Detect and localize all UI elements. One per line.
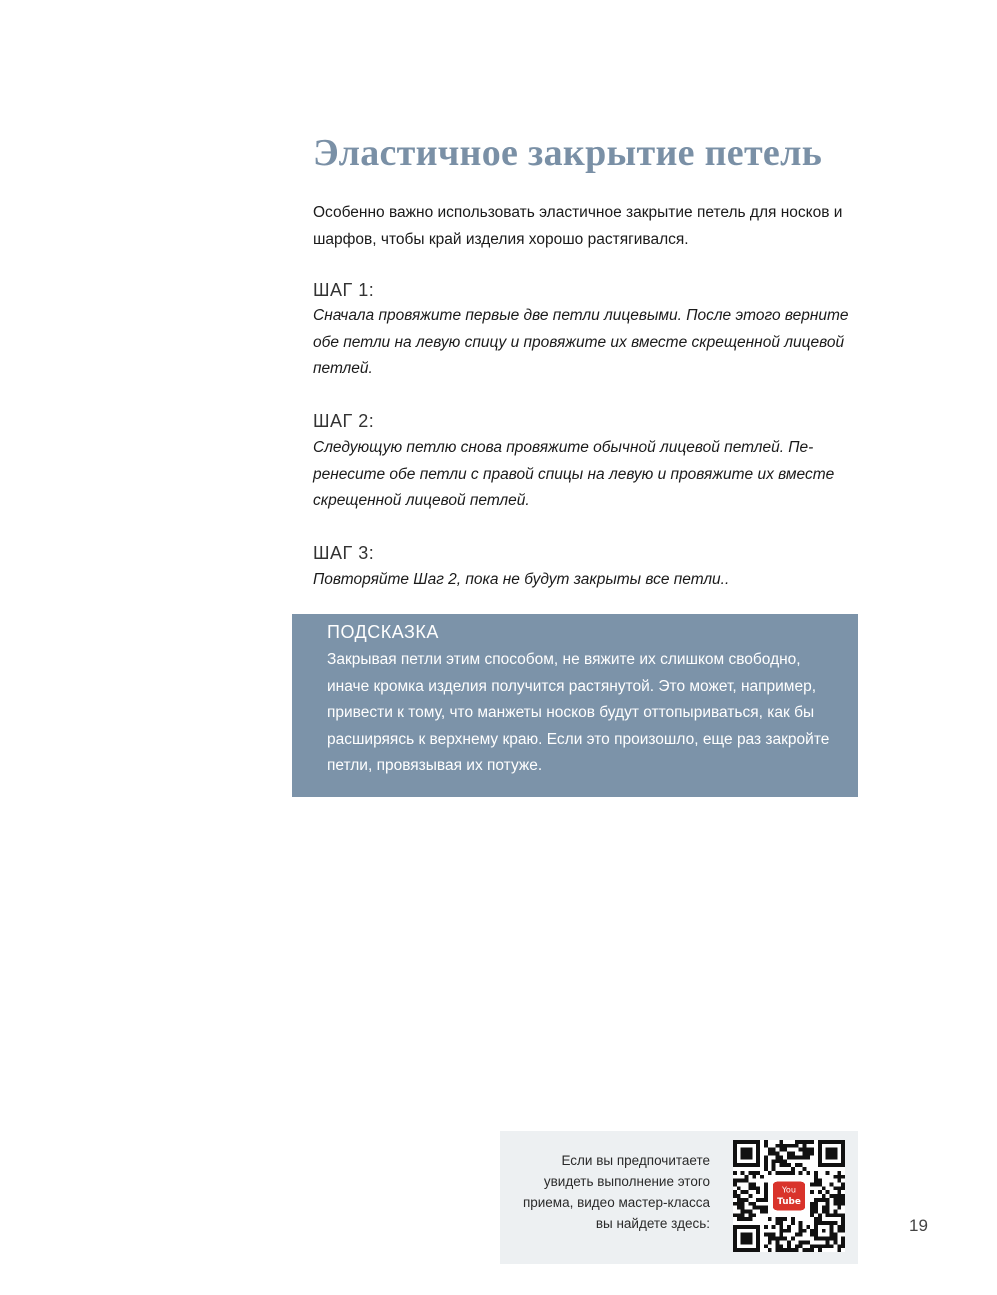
hint-box bbox=[292, 614, 858, 797]
hint-text: Закрывая петли этим способом, не вяжите их слишком свободно, иначе кромка изделия получится растянутой. Это может, например, привести к тому, что манжеты носков будут оттопыриваться, как бы расширяясь к верхнему краю. Если это произошло, еще раз закройте петли, провязывая их потуже. bbox=[327, 651, 830, 774]
step-1-label: ШАГ 1: bbox=[313, 280, 375, 300]
qr-code-image bbox=[733, 1140, 845, 1252]
svg-text:Tube: Tube bbox=[777, 1197, 801, 1208]
step-3-text: Повторяйте Шаг 2, пока не будут закрыты все петли.. bbox=[313, 571, 730, 588]
step-3-label: ШАГ 3: bbox=[313, 543, 375, 563]
step-1-text: Сначала провяжите первые две петли лицевыми. После этого верните обе петли на левую спицу и провяжите их вместе скрещенной лицевой петлей. bbox=[313, 307, 849, 377]
page-number: 19 bbox=[909, 1216, 928, 1235]
video-box bbox=[500, 1131, 858, 1264]
intro-paragraph: Особенно важно использовать эластичное закрытие петель для носков и шарфов, чтобы край изделия хорошо растягивался. bbox=[313, 204, 843, 248]
video-caption: Если вы предпочитаете увидеть выполнение этого приема, видео мастер-класса вы найдете здесь: bbox=[522, 1153, 710, 1231]
hint-title: ПОДСКАЗКА bbox=[327, 622, 439, 642]
svg-text:You: You bbox=[782, 1184, 796, 1195]
step-2-text: Следующую петлю снова провяжите обычной лицевой петлей. Перенесите обе петли с правой спицы на левую и провяжите их вместе скрещенной лицевой петлей. bbox=[313, 439, 835, 509]
page-title: Эластичное закрытие петель bbox=[313, 132, 823, 174]
step-2-label: ШАГ 2: bbox=[313, 411, 375, 431]
qr-code[interactable] bbox=[733, 1140, 845, 1252]
youtube-logo-icon bbox=[770, 1177, 809, 1216]
